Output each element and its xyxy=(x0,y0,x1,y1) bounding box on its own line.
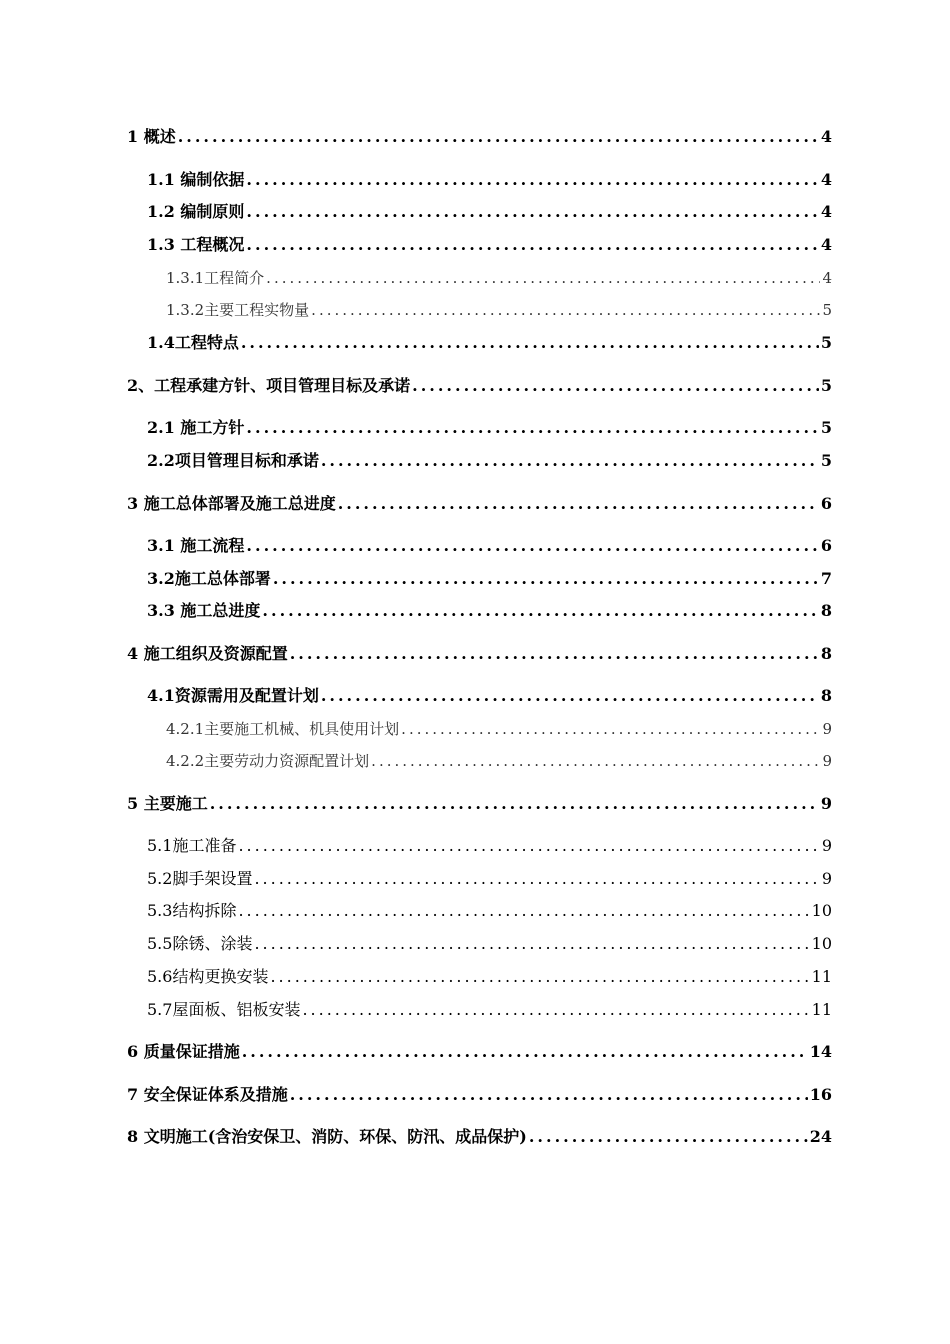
toc-entry-page: 8 xyxy=(820,601,832,620)
toc-entry-title: 5 主要施工 xyxy=(127,794,208,813)
toc-entry-title: 2.2项目管理目标和承诺 xyxy=(147,451,319,470)
toc-entry[interactable] xyxy=(166,718,832,740)
toc-entry-title: 5.7屋面板、铝板安装 xyxy=(147,1000,301,1019)
toc-entry[interactable] xyxy=(147,835,832,857)
toc-entry-page: 9 xyxy=(822,720,832,738)
toc-leader-dots xyxy=(238,835,819,857)
toc-leader-dots xyxy=(401,718,820,740)
toc-leader-dots xyxy=(273,568,819,590)
toc-entry-page: 9 xyxy=(821,869,832,888)
toc-entry-title: 3.2施工总体部署 xyxy=(147,569,271,588)
toc-entry[interactable] xyxy=(147,568,832,590)
toc-entry[interactable] xyxy=(147,234,832,256)
toc-leader-dots xyxy=(246,417,818,439)
toc-entry-page: 5 xyxy=(820,333,832,352)
toc-entry[interactable] xyxy=(166,299,832,321)
toc-entry[interactable] xyxy=(166,267,832,289)
toc-entry[interactable] xyxy=(127,793,832,815)
toc-entry[interactable] xyxy=(166,750,832,772)
toc-leader-dots xyxy=(321,450,819,472)
toc-entry[interactable] xyxy=(147,933,832,955)
toc-leader-dots xyxy=(290,643,819,665)
toc-leader-dots xyxy=(266,267,820,289)
toc-leader-dots xyxy=(210,793,819,815)
toc-entry-page: 8 xyxy=(820,644,832,663)
toc-entry-title: 7 安全保证体系及措施 xyxy=(127,1085,288,1104)
toc-entry-page: 6 xyxy=(820,536,832,555)
toc-leader-dots xyxy=(371,750,820,772)
toc-leader-dots xyxy=(241,332,819,354)
toc-entry-page: 5 xyxy=(820,418,832,437)
toc-leader-dots xyxy=(246,201,818,223)
toc-leader-dots xyxy=(242,1041,808,1063)
toc-leader-dots xyxy=(302,999,809,1021)
toc-leader-dots xyxy=(246,234,818,256)
toc-entry[interactable] xyxy=(147,450,832,472)
toc-entry[interactable] xyxy=(147,600,832,622)
toc-leader-dots xyxy=(290,1084,808,1106)
toc-leader-dots xyxy=(338,493,819,515)
toc-entry-title: 8 文明施工(含治安保卫、消防、环保、防汛、成品保护) xyxy=(127,1127,527,1146)
toc-entry-title: 3 施工总体部署及施工总进度 xyxy=(127,494,336,513)
toc-entry[interactable] xyxy=(147,685,832,707)
toc-entry[interactable] xyxy=(127,1084,832,1106)
toc-entry-title: 1.3.2主要工程实物量 xyxy=(166,301,310,319)
toc-leader-dots xyxy=(178,126,819,148)
toc-entry-page: 8 xyxy=(820,686,832,705)
toc-entry[interactable] xyxy=(147,900,832,922)
toc-leader-dots xyxy=(238,900,809,922)
toc-entry[interactable] xyxy=(127,375,832,397)
toc-entry[interactable] xyxy=(127,1126,832,1148)
toc-leader-dots xyxy=(412,375,819,397)
toc-entry[interactable] xyxy=(147,868,832,890)
toc-entry-title: 2.1 施工方针 xyxy=(147,418,245,437)
toc-leader-dots xyxy=(321,685,819,707)
toc-entry-title: 4.2.1主要施工机械、机具使用计划 xyxy=(166,720,400,738)
toc-entry-page: 4 xyxy=(820,235,832,254)
toc-entry-page: 4 xyxy=(820,127,832,146)
toc-entry-title: 5.5除锈、涂装 xyxy=(147,934,253,953)
toc-entry-title: 3.1 施工流程 xyxy=(147,536,245,555)
toc-entry[interactable] xyxy=(147,999,832,1021)
toc-entry-page: 4 xyxy=(820,170,832,189)
toc-entry-title: 1.4工程特点 xyxy=(147,333,239,352)
toc-entry-title: 5.2脚手架设置 xyxy=(147,869,253,888)
toc-leader-dots xyxy=(254,868,819,890)
toc-entry-page: 5 xyxy=(820,451,832,470)
toc-entry-title: 5.1施工准备 xyxy=(147,836,237,855)
toc-entry-page: 11 xyxy=(811,967,832,986)
toc-entry-page: 7 xyxy=(820,569,832,588)
toc-entry[interactable] xyxy=(127,493,832,515)
toc-entry-page: 24 xyxy=(809,1127,832,1146)
toc-entry-page: 10 xyxy=(811,901,832,920)
toc-entry-title: 3.3 施工总进度 xyxy=(147,601,261,620)
toc-leader-dots xyxy=(270,966,809,988)
toc-entry[interactable] xyxy=(147,169,832,191)
toc-entry-title: 4.2.2主要劳动力资源配置计划 xyxy=(166,752,370,770)
toc-entry[interactable] xyxy=(147,332,832,354)
toc-entry-title: 1.3.1工程简介 xyxy=(166,269,265,287)
toc-entry-page: 11 xyxy=(811,1000,832,1019)
toc-entry-page: 16 xyxy=(809,1085,832,1104)
toc-entry-title: 6 质量保证措施 xyxy=(127,1042,240,1061)
toc-entry[interactable] xyxy=(127,1041,832,1063)
toc-entry-page: 5 xyxy=(822,301,832,319)
toc-entry-title: 1.1 编制依据 xyxy=(147,170,245,189)
toc-leader-dots xyxy=(262,600,818,622)
toc-entry-title: 1.2 编制原则 xyxy=(147,202,245,221)
toc-entry-page: 10 xyxy=(811,934,832,953)
toc-entry-page: 6 xyxy=(820,494,832,513)
toc-leader-dots xyxy=(246,535,818,557)
toc-entry-title: 2、工程承建方针、项目管理目标及承诺 xyxy=(127,376,411,395)
toc-entry[interactable] xyxy=(127,126,832,148)
toc-entry-page: 9 xyxy=(820,794,832,813)
toc-entry-title: 4.1资源需用及配置计划 xyxy=(147,686,319,705)
toc-leader-dots xyxy=(311,299,820,321)
toc-entry[interactable] xyxy=(127,643,832,665)
toc-entry-title: 4 施工组织及资源配置 xyxy=(127,644,288,663)
toc-entry[interactable] xyxy=(147,966,832,988)
toc-leader-dots xyxy=(254,933,809,955)
toc-entry-page: 9 xyxy=(821,836,832,855)
toc-entry[interactable] xyxy=(147,201,832,223)
toc-entry-page: 5 xyxy=(820,376,832,395)
toc-entry-title: 1 概述 xyxy=(127,127,176,146)
toc-leader-dots xyxy=(246,169,818,191)
toc-entry-title: 5.3结构拆除 xyxy=(147,901,237,920)
toc-entry-page: 4 xyxy=(820,202,832,221)
toc-entry-page: 4 xyxy=(822,269,832,287)
toc-entry-page: 14 xyxy=(809,1042,832,1061)
toc-entry-page: 9 xyxy=(822,752,832,770)
toc-entry-title: 1.3 工程概况 xyxy=(147,235,245,254)
toc-leader-dots xyxy=(529,1126,808,1148)
toc-entry-title: 5.6结构更换安装 xyxy=(147,967,269,986)
toc-entry[interactable] xyxy=(147,417,832,439)
toc-entry[interactable] xyxy=(147,535,832,557)
